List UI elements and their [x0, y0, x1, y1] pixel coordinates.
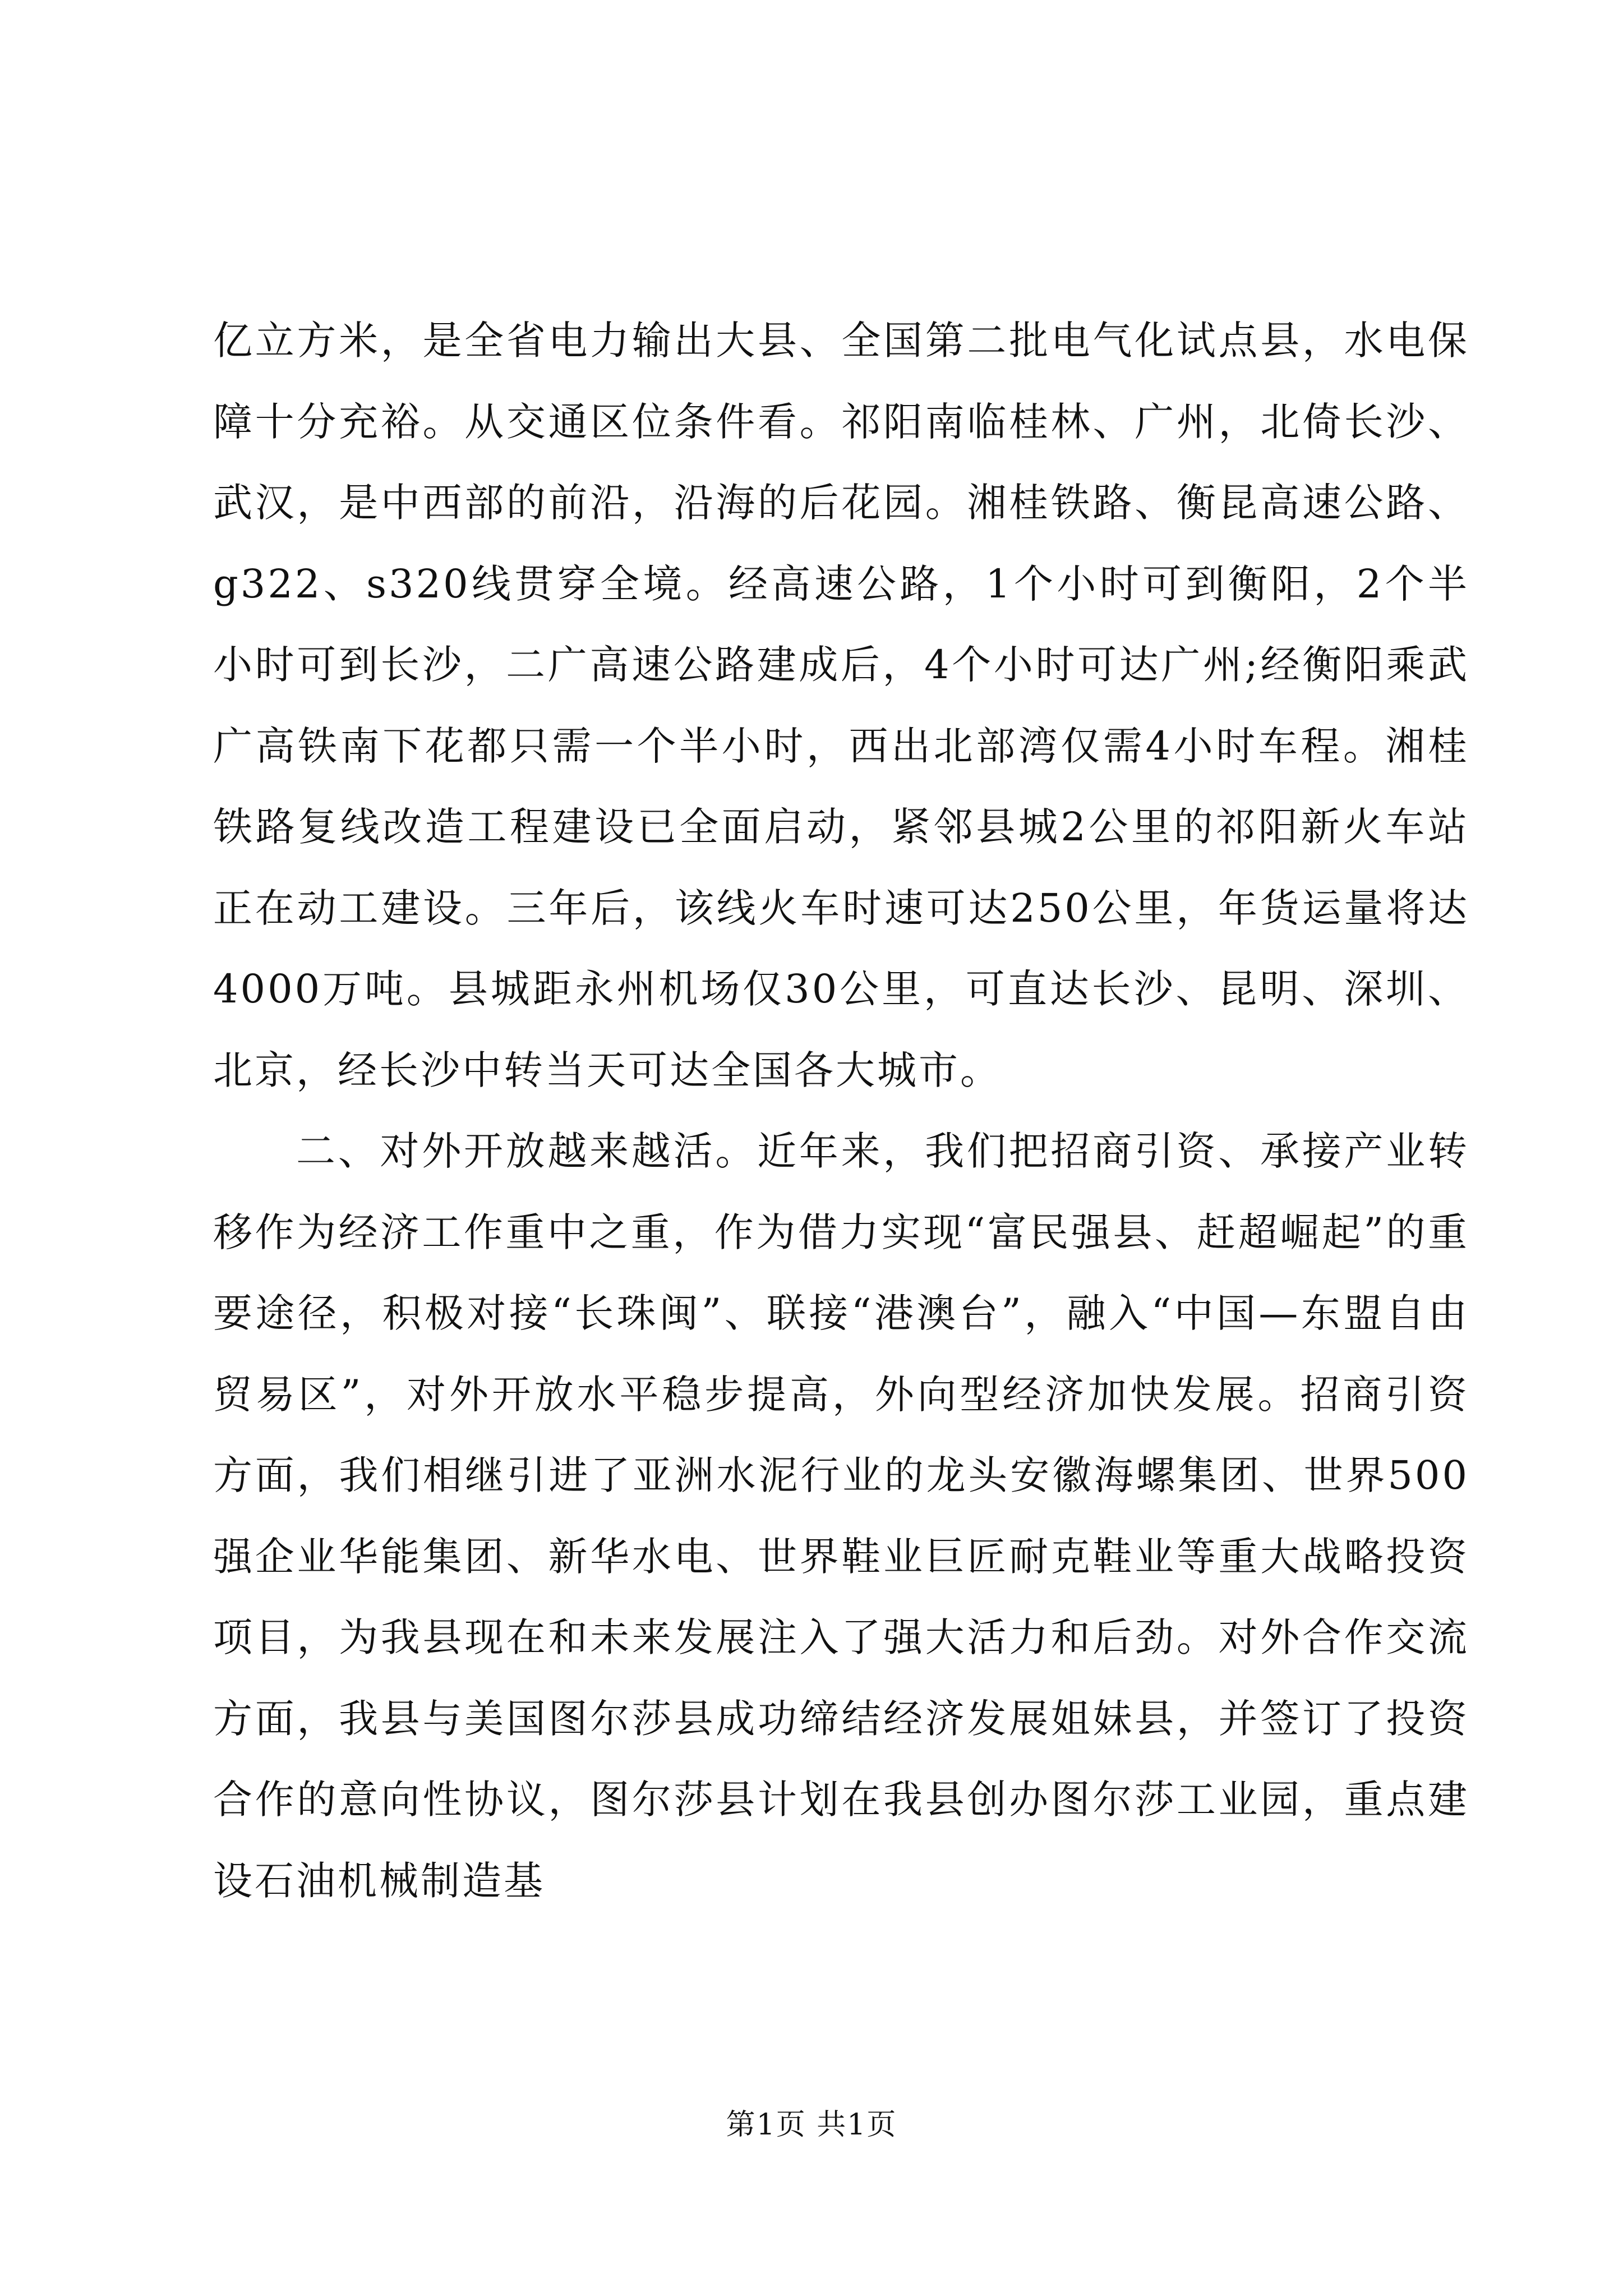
paragraph-opening-up: 二、对外开放越来越活。近年来，我们把招商引资、承接产业转移作为经济工作重中之重，作为借力实现“富民强县、赶超崛起”的重要途径，积极对接“长珠闽”、联接“港澳台”，融入“中国—东盟自由贸易区”，对外开放水平稳步提高，外向型经济加快发展。招商引资方面，我们相继引进了亚洲水泥行业的龙头安徽海螺集团、世界500强企业华能集团、新华水电、世界鞋业巨匠耐克鞋业等重大战略投资项目，为我县现在和未来发展注入了强大活力和后劲。对外合作交流方面，我县与美国图尔莎县成功缔结经济发展姐妹县，并签订了投资合作的意向性协议，图尔莎县计划在我县创办图尔莎工业园，重点建设石油机械制造基	[213, 1128, 1469, 1904]
document-body	[213, 300, 1469, 1921]
page-footer: 第1页 共1页	[726, 2108, 897, 2142]
paragraph-transport: 亿立方米，是全省电力输出大县、全国第二批电气化试点县，水电保障十分充裕。从交通区位条件看。祁阳南临桂林、广州，北倚长沙、武汉，是中西部的前沿，沿海的后花园。湘桂铁路、衡昆高速公路、g322、s320线贯穿全境。经高速公路，1个小时可到衡阳，2个半小时可到长沙，二广高速公路建成后，4个小时可达广州;经衡阳乘武广高铁南下花都只需一个半小时，西出北部湾仅需4小时车程。湘桂铁路复线改造工程建设已全面启动，紧邻县城2公里的祁阳新火车站正在动工建设。三年后，该线火车时速可达250公里，年货运量将达4000万吨。县城距永州机场仅30公里，可直达长沙、昆明、深圳、北京，经长沙中转当天可达全国各大城市。	[213, 318, 1469, 1093]
